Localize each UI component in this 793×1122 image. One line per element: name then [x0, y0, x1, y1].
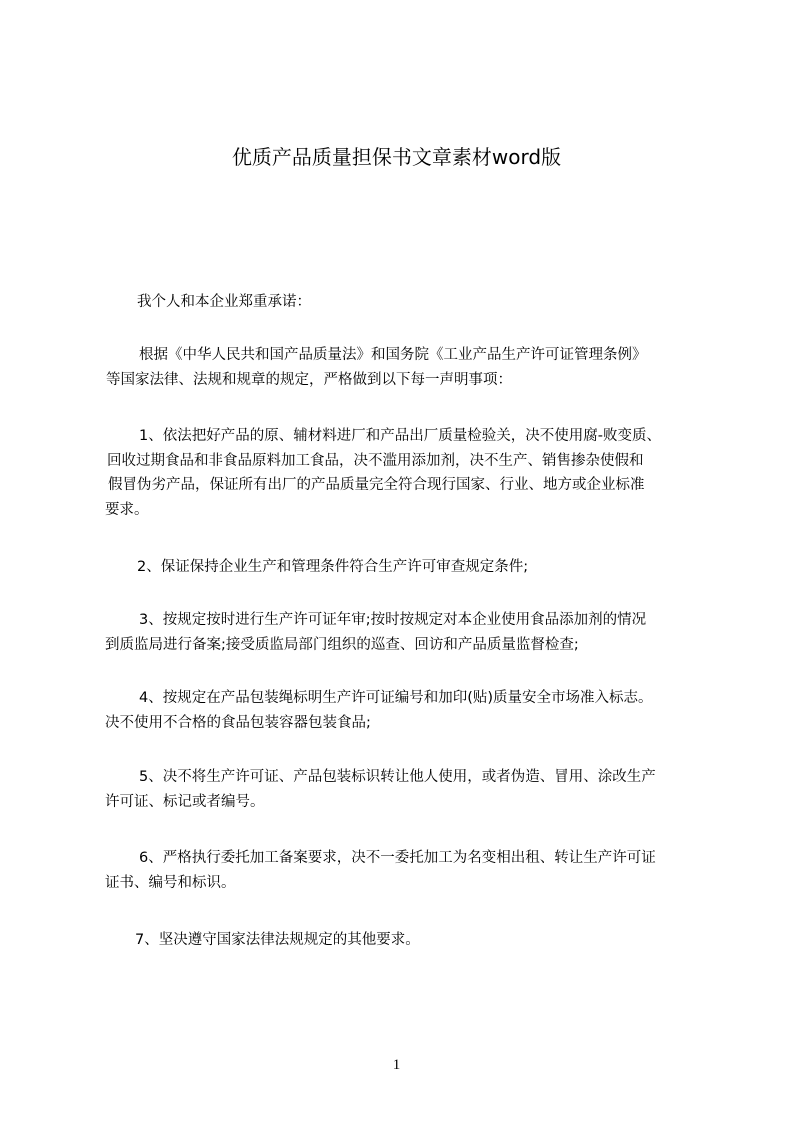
item-5-line-1: 5、决不将生产许可证、产品包装标识转让他人使用，或者伪造、冒用、涂改生产: [139, 769, 656, 785]
item-1-line-4: 要求。: [105, 501, 149, 518]
item-1-line-3: 假冒伪劣产品，保证所有出厂的产品质量完全符合现行国家、行业、地方或企业标准: [108, 477, 645, 493]
page-number: 1: [392, 1057, 401, 1073]
item-3-line-1: 3、按规定按时进行生产许可证年审;按时按规定对本企业使用食品添加剂的情况: [139, 612, 647, 628]
item-1-line-2: 回收过期食品和非食品原料加工食品，决不滥用添加剂，决不生产、销售掺杂使假和: [107, 452, 644, 469]
basis-line-2: 等国家法律、法规和规章的规定，严格做到以下每一声明事项：: [106, 371, 512, 388]
item-4-line-1: 4、按规定在产品包装绳标明生产许可证编号和加印(贴)质量安全市场准入标志。: [139, 690, 653, 706]
item-2-line-1: 2、保证保持企业生产和管理条件符合生产许可审查规定条件;: [137, 559, 529, 575]
document-title: 优质产品质量担保书文章素材word版: [231, 145, 562, 169]
item-6-line-1: 6、严格执行委托加工备案要求，决不一委托加工为名变相出租、转让生产许可证: [139, 850, 656, 866]
item-1-line-1: 1、依法把好产品的原、辅材料进厂和产品出厂质量检验关，决不使用腐-败变质、: [139, 428, 661, 444]
item-4-line-2: 决不使用不合格的食品包装容器包装食品;: [105, 714, 371, 731]
item-7-line-1: 7、坚决遵守国家法律法规规定的其他要求。: [135, 932, 420, 948]
item-3-line-2: 到质监局进行备案;接受质监局部门组织的巡查、回访和产品质量监督检查;: [105, 636, 579, 653]
item-5-line-2: 许可证、标记或者编号。: [105, 793, 265, 810]
intro-line: 我个人和本企业郑重承诺：: [137, 294, 311, 310]
item-6-line-2: 证书、编号和标识。: [105, 874, 236, 891]
basis-line-1: 根据《中华人民共和国产品质量法》和国务院《工业产品生产许可证管理条例》: [139, 347, 647, 363]
